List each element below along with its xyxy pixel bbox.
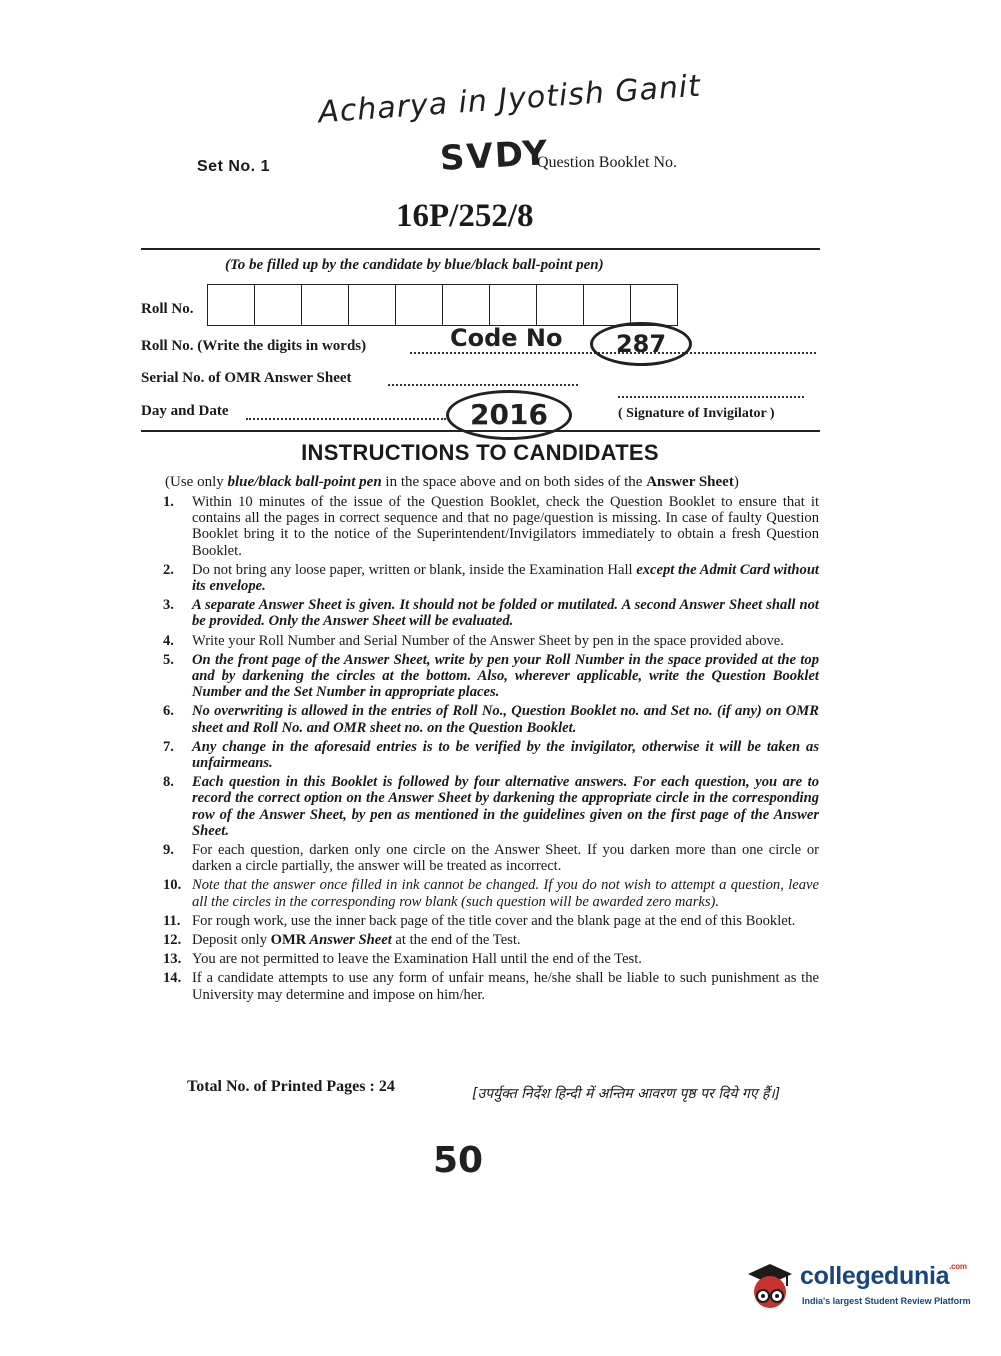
instruction-item: 9. For each question, darken only one circle on the Answer Sheet. If you darken more than one circle or darken a circle partially, the answer will be treated as incorrect. [163,842,819,875]
handwritten-year: 2016 [446,390,572,440]
handwritten-svdy: SVDY [439,133,551,179]
mascot-icon [742,1258,798,1314]
roll-no-box[interactable] [255,285,302,325]
instruction-item: 6. No overwriting is allowed in the entries of Roll No., Question Booklet no. and Set no. (if any) on OMR sheet and Roll No. and OMR sheet no. on the Question Booklet. [163,703,819,736]
instruction-item: 12. Deposit only OMR Answer Sheet at the end of the Test. [163,932,521,949]
set-number: Set No. 1 [197,158,270,175]
roll-no-words-label: Roll No. (Write the digits in words) [141,338,367,354]
roll-no-box[interactable] [443,285,490,325]
handwritten-code-number: 287 [590,322,692,366]
instruction-item: 5. On the front page of the Answer Sheet, write by pen your Roll Number in the space provided at the top and by darkening the circles at the bottom. Also, wherever applicable, write the Question Booklet Number and the Set Number in appropriate places. [163,651,819,701]
roll-no-box[interactable] [302,285,349,325]
instructions-heading: INSTRUCTIONS TO CANDIDATES [301,440,659,465]
omr-serial-label: Serial No. of OMR Answer Sheet [141,370,352,386]
instruction-item: 14. If a candidate attempts to use any form of unfair means, he/she shall be liable to such punishment as the University may determine and impose on him/her. [163,970,819,1003]
instruction-item: 1. Within 10 minutes of the issue of the Question Booklet, check the Question Booklet to ensure that it contains all the pages in correct sequence and that no page/question is missing. In case of faulty Question Booklet bring it to the notice of the Superintendent/Invigilators immediately to obtain a fresh Question Booklet. [163,494,819,559]
hindi-note: [उपर्युक्त निर्देश हिन्दी में अन्तिम आवरण पृष्ठ पर दिये गए हैं।] [472,1086,781,1102]
roll-no-box[interactable] [349,285,396,325]
signature-label: ( Signature of Invigilator ) [618,406,775,421]
question-booklet-label: Question Booklet No. [537,154,677,171]
fill-note: (To be filled up by the candidate by blue/black ball-point pen) [225,257,604,273]
middle-divider [141,430,820,432]
roll-no-box[interactable] [208,285,255,325]
roll-no-box[interactable] [490,285,537,325]
booklet-number: 16P/252/8 [396,198,534,234]
day-date-label: Day and Date [141,403,229,419]
logo-tagline: India's largest Student Review Platform [802,1296,971,1306]
instruction-item: 13. You are not permitted to leave the Examination Hall until the end of the Test. [163,951,642,968]
roll-no-box[interactable] [396,285,443,325]
instruction-list [163,494,819,1006]
roll-no-boxes [207,284,678,326]
instruction-item: 8. Each question in this Booklet is followed by four alternative answers. For each question, you are to record the correct option on the Answer Sheet by darkening the appropriate circle in the corresponding row of the Answer Sheet, by pen as mentioned in the guidelines given on the first page of the Answer Sheet. [163,774,819,839]
handwritten-code-label: Code No [450,324,563,352]
day-date-line[interactable] [246,406,446,420]
instruction-item: 3. A separate Answer Sheet is given. It should not be folded or mutilated. A second Answer Sheet shall not be provided. Only the Answer Sheet will be evaluated. [163,597,819,630]
total-printed-pages: Total No. of Printed Pages : 24 [187,1078,395,1095]
instruction-item: 10. Note that the answer once filled in ink cannot be changed. If you do not wish to attempt a question, leave all the circles in the corresponding row blank (such question will be awarded zero marks). [163,877,819,910]
logo-brand-text: collegedunia$^{.com}$ [800,1262,967,1290]
instruction-item: 7. Any change in the aforesaid entries is to be verified by the invigilator, otherwise it will be taken as unfairmeans. [163,738,819,772]
use-pen-note: (Use only blue/black ball-point pen in the space above and on both sides of the Answer Sheet) [165,474,739,490]
instruction-item: 4. Write your Roll Number and Serial Number of the Answer Sheet by pen in the space provided above. [163,632,784,649]
roll-no-box[interactable] [631,285,677,325]
handwritten-course-title: Acharya in Jyotish Ganit [317,68,703,131]
roll-no-box[interactable] [537,285,584,325]
omr-serial-line[interactable] [388,372,578,386]
roll-no-box[interactable] [584,285,631,325]
instruction-item: 11. For rough work, use the inner back page of the title cover and the blank page at the end of this Booklet. [163,912,796,929]
handwritten-number: 50 [433,1140,484,1181]
instruction-item: 2. Do not bring any loose paper, written or blank, inside the Examination Hall except the Admit Card without its envelope. [163,561,819,595]
roll-no-label: Roll No. [141,301,194,317]
signature-line[interactable] [618,384,804,398]
top-divider [141,248,820,250]
